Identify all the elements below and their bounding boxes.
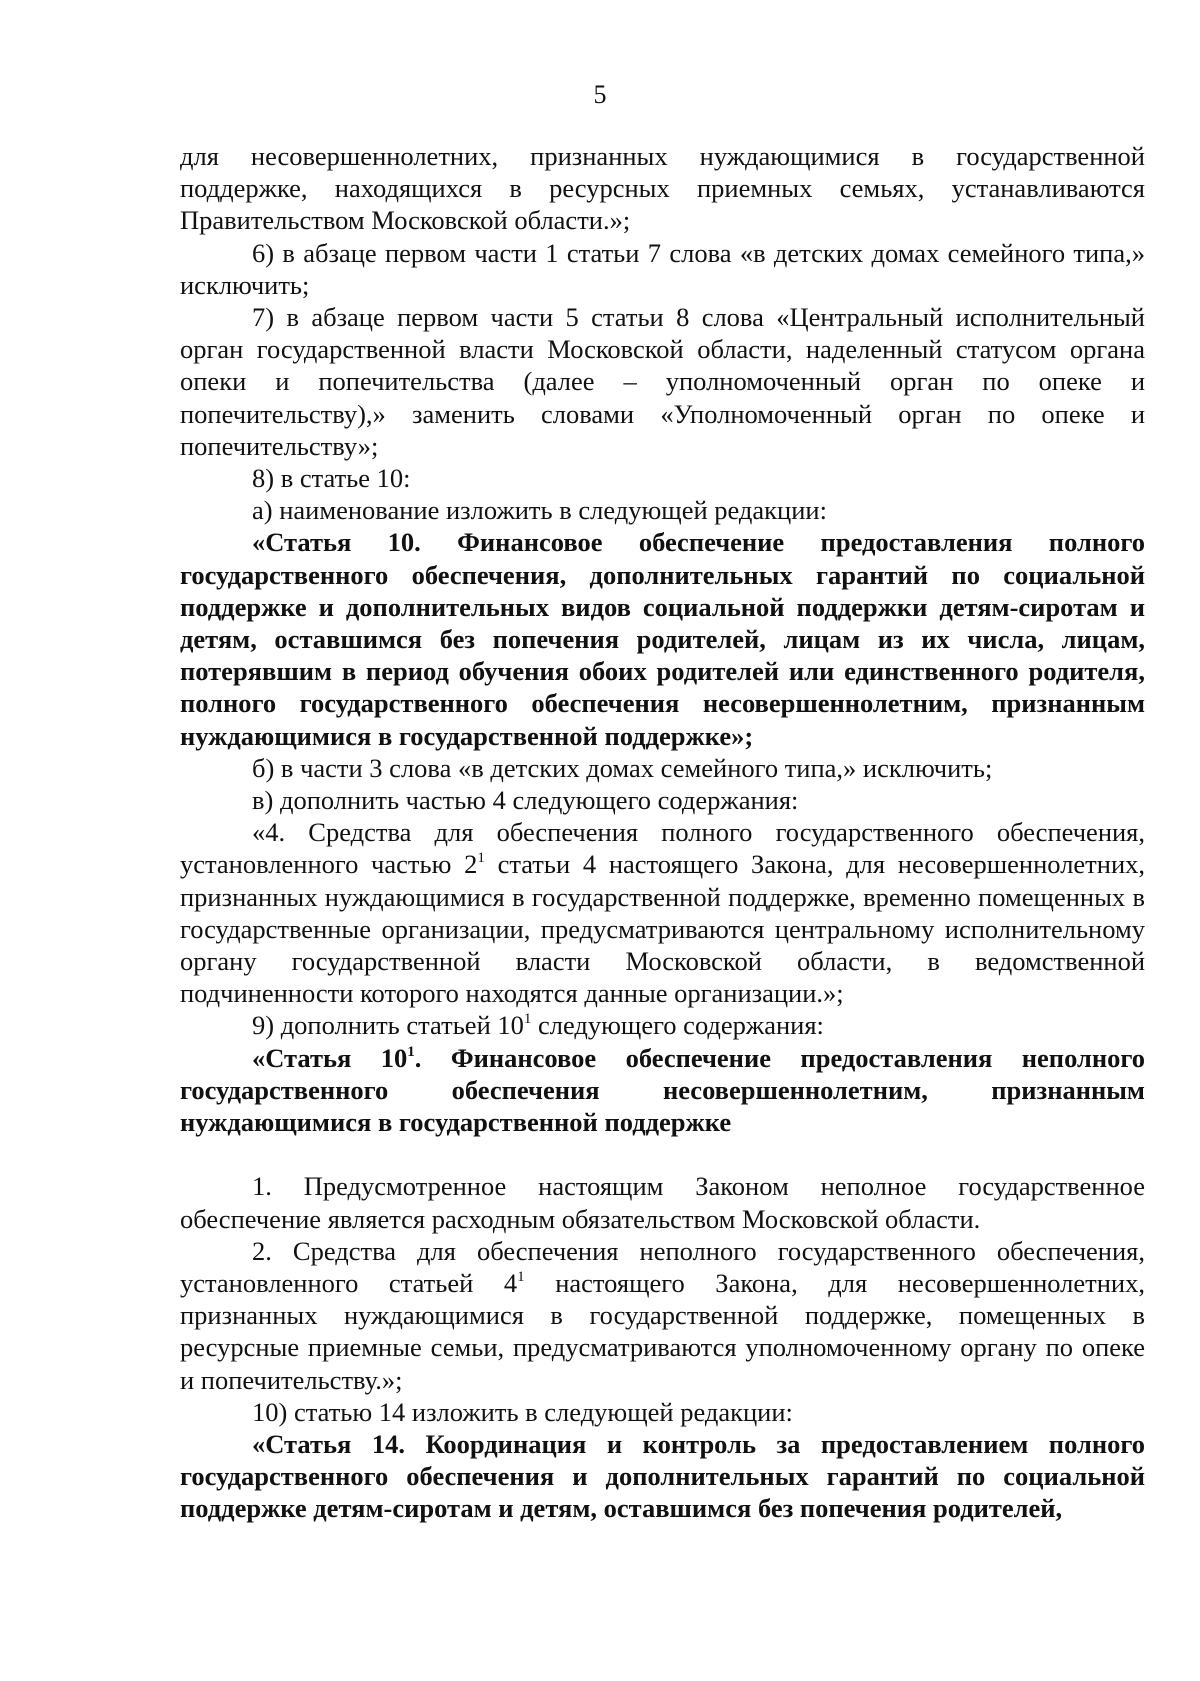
- paragraph-item-9: [180, 1009, 1145, 1041]
- paragraph-item-8b: б) в части 3 слова «в детских домах семейного типа,» исключить;: [252, 752, 993, 783]
- document-body: [180, 140, 1145, 1525]
- paragraph-item-10: 10) статью 14 изложить в следующей редакции:: [252, 1396, 793, 1427]
- part-4-superscript: 1: [477, 850, 485, 867]
- article-10-title: «Статья 10. Финансовое обеспечение предоставления полного государственного обеспечения, дополнительных гарантий по социальной поддержке и дополнительных видов социальной поддержки детям-сиротам и детям, оставшимся без попечения родителей, лицам из их числа, лицам, потерявшим в период обучения обоих родителей или единственного родителя, полного государственного обеспечения несовершеннолетним, признанным нуждающимися в государственной поддержке»;: [180, 527, 1145, 751]
- paragraph-item-8: 8) в статье 10:: [252, 463, 411, 494]
- article-10-1-part-1: 1. Предусмотренное настоящим Законом неполное государственное обеспечение является расходным обязательством Московской области.: [180, 1171, 1145, 1234]
- article-10-1-title: [180, 1042, 1145, 1139]
- paragraph-item-7: 7) в абзаце первом части 5 статьи 8 слова «Центральный исполнительный орган государственной власти Московской области, наделенный статусом органа опеки и попечительства (далее – уполномоченный орган по опеке и попечительству),» заменить словами «Уполномоченный орган по опеке и попечительству»;: [180, 302, 1145, 461]
- part-2-superscript: 1: [517, 1268, 525, 1285]
- item-9-text-end: следующего содержания:: [531, 1010, 824, 1041]
- part-2-text-end: настоящего Закона, для несовершеннолетних, признанных нуждающимися в государственной поддержке, помещенных в ресурсные приемные семьи, предусматриваются уполномоченному органу по опеке и попечительству.»;: [180, 1267, 1145, 1395]
- paragraph-part-4: [180, 816, 1145, 1009]
- article-10-1-superscript: 1: [407, 1043, 415, 1060]
- article-10-1-title-end: . Финансовое обеспечение предоставления неполного государственного обеспечения несовершеннолетним, признанным нуждающимися в государственной поддержке: [180, 1042, 1145, 1138]
- paragraph-continuation: для несовершеннолетних, признанных нуждающимися в государственной поддержке, находящихся в ресурсных приемных семьях, устанавливаются Правительством Московской области.»;: [180, 141, 1145, 236]
- article-10-1-title-start: «Статья 10: [252, 1042, 408, 1073]
- part-4-text-end: статьи 4 настоящего Закона, для несовершеннолетних, признанных нуждающимися в государственной поддержке, временно помещенных в государственные организации, предусматриваются центральному исполнительному органу государственной власти Московской области, в ведомственной подчиненности которого находятся данные организации.»;: [180, 849, 1145, 1009]
- part-4-text-start: «4. Средства для обеспечения полного государственного обеспечения, установленного частью 2: [180, 817, 1145, 880]
- paragraph-item-8v: в) дополнить частью 4 следующего содержания:: [252, 785, 799, 816]
- part-2-text-start: 2. Средства для обеспечения неполного государственного обеспечения, установленного статьей 4: [180, 1235, 1145, 1298]
- item-9-text-start: 9) дополнить статьей 10: [252, 1010, 524, 1041]
- article-10-1-part-2: [180, 1235, 1145, 1396]
- item-9-superscript: 1: [523, 1011, 532, 1028]
- page-number: 5: [593, 80, 607, 109]
- paragraph-item-8a: а) наименование изложить в следующей редакции:: [252, 495, 827, 526]
- paragraph-item-6: 6) в абзаце первом части 1 статьи 7 слова «в детских домах семейного типа,» исключить;: [180, 237, 1145, 300]
- paragraph-gap: [180, 1138, 1145, 1170]
- article-14-title: «Статья 14. Координация и контроль за предоставлением полного государственного обеспечения и дополнительных гарантий по социальной поддержке детям-сиротам и детям, оставшимся без попечения родителей,: [180, 1428, 1145, 1524]
